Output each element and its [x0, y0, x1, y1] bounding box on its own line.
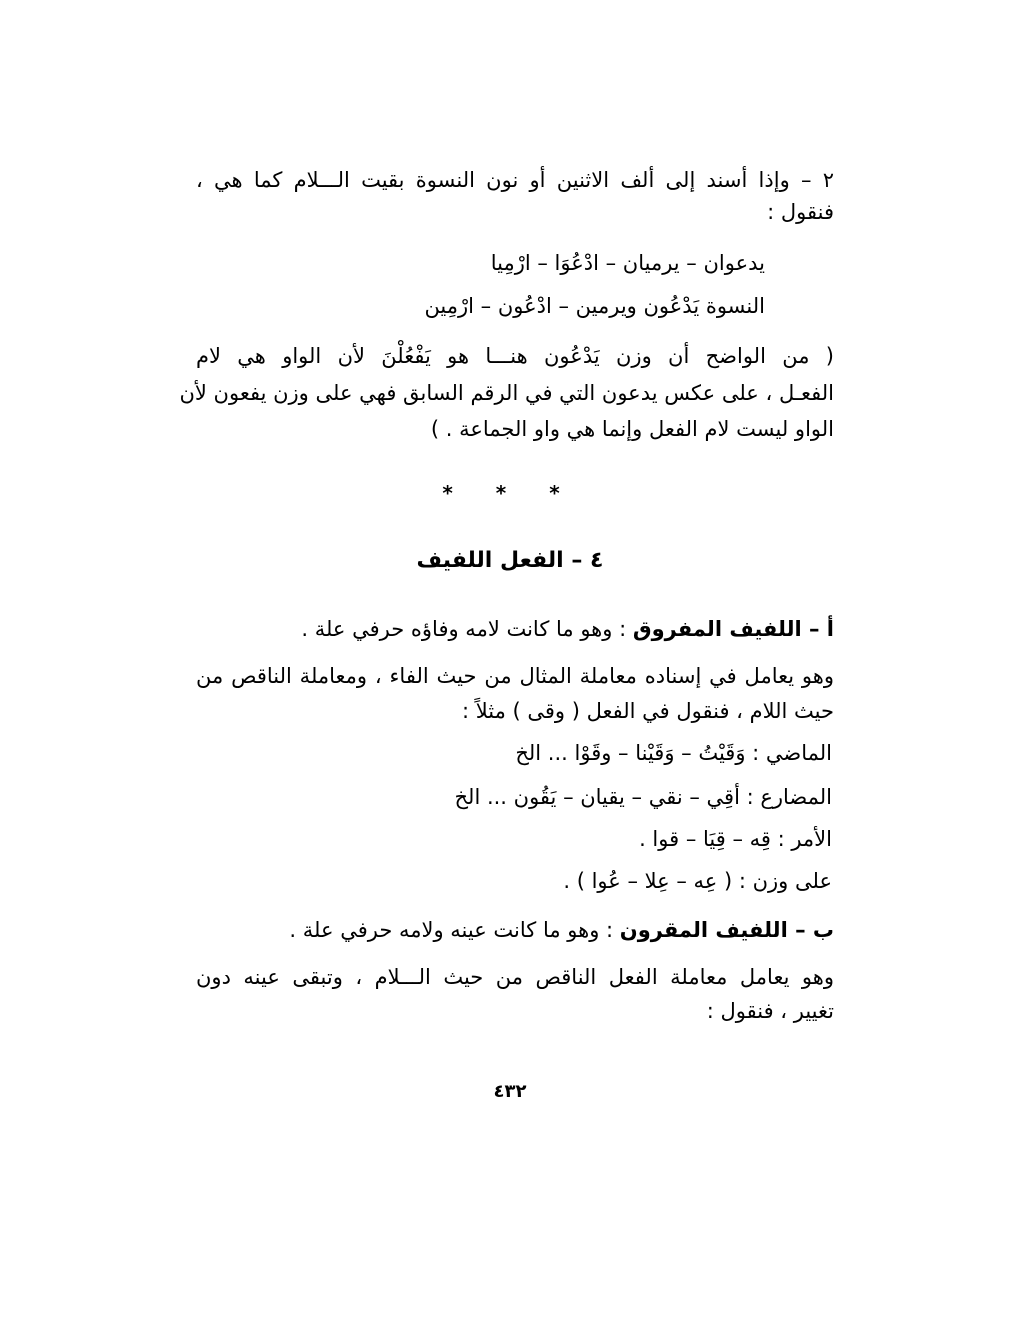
- note-line-2: الفعـل ، على عكس يدعون التي في الرقم السابق فهي على وزن يفعون لأن: [179, 381, 834, 405]
- mafruq-paragraph-line-2: حيث اللام ، فنقول في الفعل ( وقى ) مثلاً :: [461, 699, 834, 723]
- maqrun-definition: : وهو ما كانت عينه ولامه حرفي علة .: [289, 918, 614, 942]
- mafruq-definition: : وهو ما كانت لامه وفاؤه حرفي علة .: [301, 617, 627, 641]
- section-separator: * * *: [442, 481, 578, 505]
- example-line-2: النسوة يَدْعُون ويرمين – ادْعُون – ارْمِين: [424, 294, 765, 318]
- maqrun-paragraph-line-2: تغيير ، فنقول :: [706, 999, 834, 1023]
- example-line-1: يدعوان – يرميان – ادْعُوَا – ارْمِيا: [490, 251, 765, 275]
- section-2-line-2: فنقول :: [767, 200, 834, 224]
- mafruq-definition-line: [301, 614, 834, 644]
- page-number: ٤٣٢: [493, 1081, 527, 1102]
- note-line-1: ( من الواضح أن وزن يَدْعُون هنـــا هو يَفْعُلْنَ لأن الواو هي لام: [196, 344, 834, 368]
- mafruq-paragraph-line-1: وهو يعامل في إسناده معاملة المثال من حيث الفاء ، ومعاملة الناقص من: [196, 664, 834, 688]
- maqrun-paragraph-line-1: وهو يعامل معاملة الفعل الناقص من حيث الـــلام ، وتبقى عينه دون: [196, 965, 834, 989]
- maqrun-definition-line: [289, 915, 834, 945]
- section-heading: ٤ – الفعل اللفيف: [416, 548, 604, 573]
- section-2-line-1: ٢ – وإذا أسند إلى ألف الاثنين أو نون النسوة بقيت الـــلام كما هي ،: [196, 168, 834, 192]
- note-line-3: الواو ليست لام الفعل وإنما هي واو الجماعة . ): [430, 417, 834, 441]
- mafruq-amr: الأمر : قِه – قِيَا – قوا .: [639, 827, 832, 851]
- mafruq-mudari: المضارع : أقِي – نقي – يقيان – يَقُون ... الخ: [454, 785, 832, 809]
- mafruq-wazn: على وزن : ( عِه – عِلا – عُوا ) .: [563, 869, 832, 893]
- mafruq-title: أ – اللفيف المفروق: [632, 617, 834, 641]
- mafruq-madi: الماضي : وَقَيْتُ – وَقَيْنا – وقَوْا ... الخ: [515, 741, 832, 765]
- maqrun-title: ب – اللفيف المقرون: [619, 918, 834, 942]
